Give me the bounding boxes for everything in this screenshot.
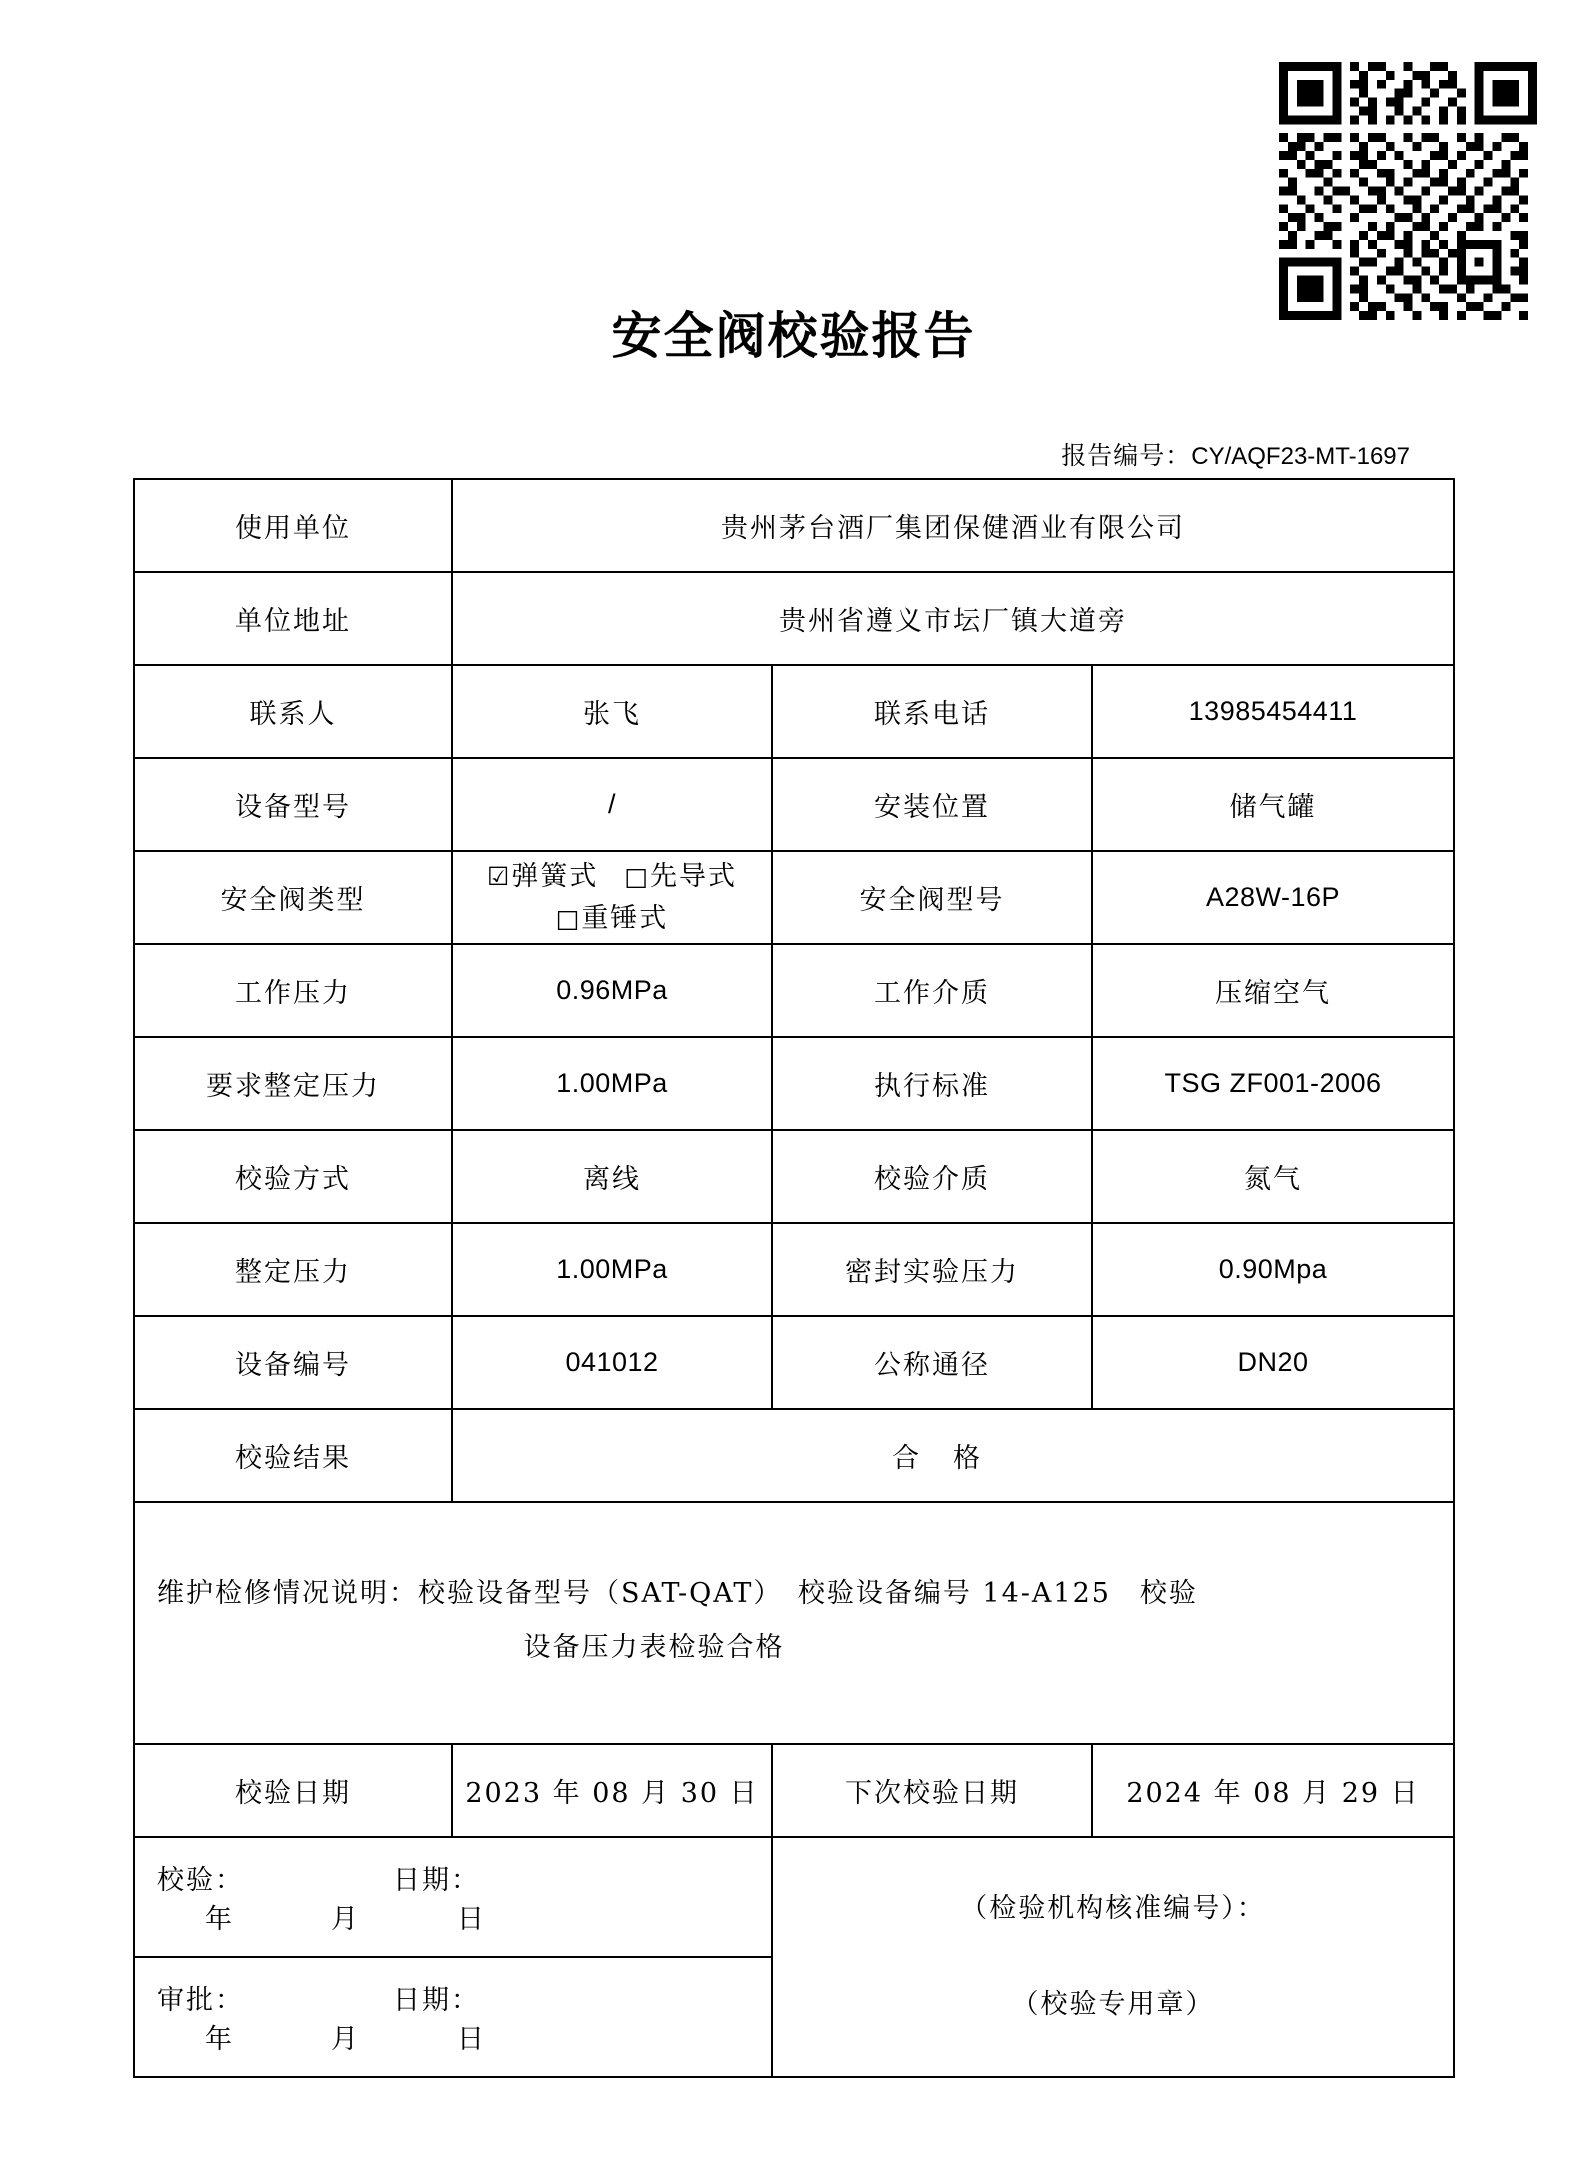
maintenance-notes-line1: 维护检修情况说明：校验设备型号（SAT-QAT） 校验设备编号 14-A125 校验 bbox=[157, 1578, 1198, 1609]
table-row bbox=[134, 1037, 1454, 1130]
set-pressure-label: 整定压力 bbox=[134, 1223, 452, 1316]
work-medium-value: 压缩空气 bbox=[1092, 944, 1454, 1037]
qr-code-icon bbox=[1279, 62, 1537, 320]
check-result-label: 校验结果 bbox=[134, 1409, 452, 1502]
maintenance-notes bbox=[134, 1502, 1454, 1744]
user-unit-value: 贵州茅台酒厂集团保健酒业有限公司 bbox=[452, 479, 1454, 572]
table-row bbox=[134, 1316, 1454, 1409]
seal-test-pressure-value: 0.90Mpa bbox=[1092, 1223, 1454, 1316]
table-row bbox=[134, 1130, 1454, 1223]
approver-date-blank: 年 月 日 bbox=[205, 2024, 520, 2055]
work-medium-label: 工作介质 bbox=[772, 944, 1092, 1037]
table-row bbox=[134, 1502, 1454, 1744]
valve-model-value: A28W-16P bbox=[1092, 851, 1454, 944]
work-pressure-label: 工作压力 bbox=[134, 944, 452, 1037]
valve-type-option-weight: 重锤式 bbox=[581, 902, 669, 934]
checker-label: 校验： bbox=[157, 1865, 244, 1896]
check-medium-label: 校验介质 bbox=[772, 1130, 1092, 1223]
equipment-model-value: / bbox=[452, 758, 772, 851]
page-title: 安全阀校验报告 bbox=[611, 306, 976, 365]
valve-type-label: 安全阀类型 bbox=[134, 851, 452, 944]
valve-type-option-pilot: 先导式 bbox=[650, 860, 738, 892]
seal-test-pressure-label: 密封实验压力 bbox=[772, 1223, 1092, 1316]
approver-date-label: 日期： bbox=[393, 1985, 480, 2016]
report-number-value: CY/AQF23-MT-1697 bbox=[1191, 443, 1410, 470]
qr-code-svg bbox=[1279, 62, 1537, 320]
address-label: 单位地址 bbox=[134, 572, 452, 665]
check-date-label: 校验日期 bbox=[134, 1744, 452, 1837]
check-method-label: 校验方式 bbox=[134, 1130, 452, 1223]
work-pressure-value: 0.96MPa bbox=[452, 944, 772, 1037]
approver-signature-row bbox=[134, 1957, 772, 2077]
user-unit-label: 使用单位 bbox=[134, 479, 452, 572]
contact-value: 张飞 bbox=[452, 665, 772, 758]
required-set-pressure-label: 要求整定压力 bbox=[134, 1037, 452, 1130]
valve-type-option-spring: 弹簧式 bbox=[511, 860, 599, 892]
valve-inspection-table bbox=[133, 478, 1455, 2078]
table-row bbox=[134, 1837, 1454, 1957]
next-check-date-value: 2024 年 08 月 29 日 bbox=[1092, 1744, 1454, 1837]
checker-date-blank: 年 月 日 bbox=[205, 1904, 520, 1935]
contact-label: 联系人 bbox=[134, 665, 452, 758]
maintenance-notes-line2: 设备压力表检验合格 bbox=[523, 1632, 785, 1663]
address-value: 贵州省遵义市坛厂镇大道旁 bbox=[452, 572, 1454, 665]
check-result-value: 合格 bbox=[452, 1409, 1454, 1502]
next-check-date-label: 下次校验日期 bbox=[772, 1744, 1092, 1837]
equipment-model-label: 设备型号 bbox=[134, 758, 452, 851]
approver-label: 审批： bbox=[157, 1985, 244, 2016]
seal-label: （校验专用章） bbox=[1011, 1989, 1215, 2020]
checkbox-spring-checked[interactable]: ☑ bbox=[486, 861, 512, 891]
check-method-value: 离线 bbox=[452, 1130, 772, 1223]
report-number bbox=[0, 436, 1410, 472]
checkbox-weight[interactable]: □ bbox=[555, 903, 582, 933]
table-row bbox=[134, 758, 1454, 851]
check-date-value: 2023 年 08 月 30 日 bbox=[452, 1744, 772, 1837]
phone-value: 13985454411 bbox=[1092, 665, 1454, 758]
install-position-label: 安装位置 bbox=[772, 758, 1092, 851]
check-medium-value: 氮气 bbox=[1092, 1130, 1454, 1223]
table-row bbox=[134, 1744, 1454, 1837]
checker-date-label: 日期： bbox=[393, 1865, 480, 1896]
table-row bbox=[134, 479, 1454, 572]
nominal-diameter-label: 公称通径 bbox=[772, 1316, 1092, 1409]
table-row bbox=[134, 944, 1454, 1037]
phone-label: 联系电话 bbox=[772, 665, 1092, 758]
checker-signature-row bbox=[134, 1837, 772, 1957]
standard-value: TSG ZF001-2006 bbox=[1092, 1037, 1454, 1130]
install-position-value: 储气罐 bbox=[1092, 758, 1454, 851]
required-set-pressure-value: 1.00MPa bbox=[452, 1037, 772, 1130]
valve-type-options bbox=[452, 851, 772, 944]
equipment-no-label: 设备编号 bbox=[134, 1316, 452, 1409]
equipment-no-value: 041012 bbox=[452, 1316, 772, 1409]
nominal-diameter-value: DN20 bbox=[1092, 1316, 1454, 1409]
table-row bbox=[134, 1409, 1454, 1502]
checkbox-pilot[interactable]: □ bbox=[624, 861, 651, 891]
standard-label: 执行标准 bbox=[772, 1037, 1092, 1130]
report-number-label: 报告编号： bbox=[1061, 441, 1192, 470]
seal-area bbox=[772, 1837, 1454, 2077]
table-row bbox=[134, 851, 1454, 944]
valve-model-label: 安全阀型号 bbox=[772, 851, 1092, 944]
institution-no-label: （检验机构核准编号）： bbox=[960, 1892, 1266, 1924]
set-pressure-value: 1.00MPa bbox=[452, 1223, 772, 1316]
table-row bbox=[134, 572, 1454, 665]
table-row bbox=[134, 665, 1454, 758]
table-row bbox=[134, 1223, 1454, 1316]
